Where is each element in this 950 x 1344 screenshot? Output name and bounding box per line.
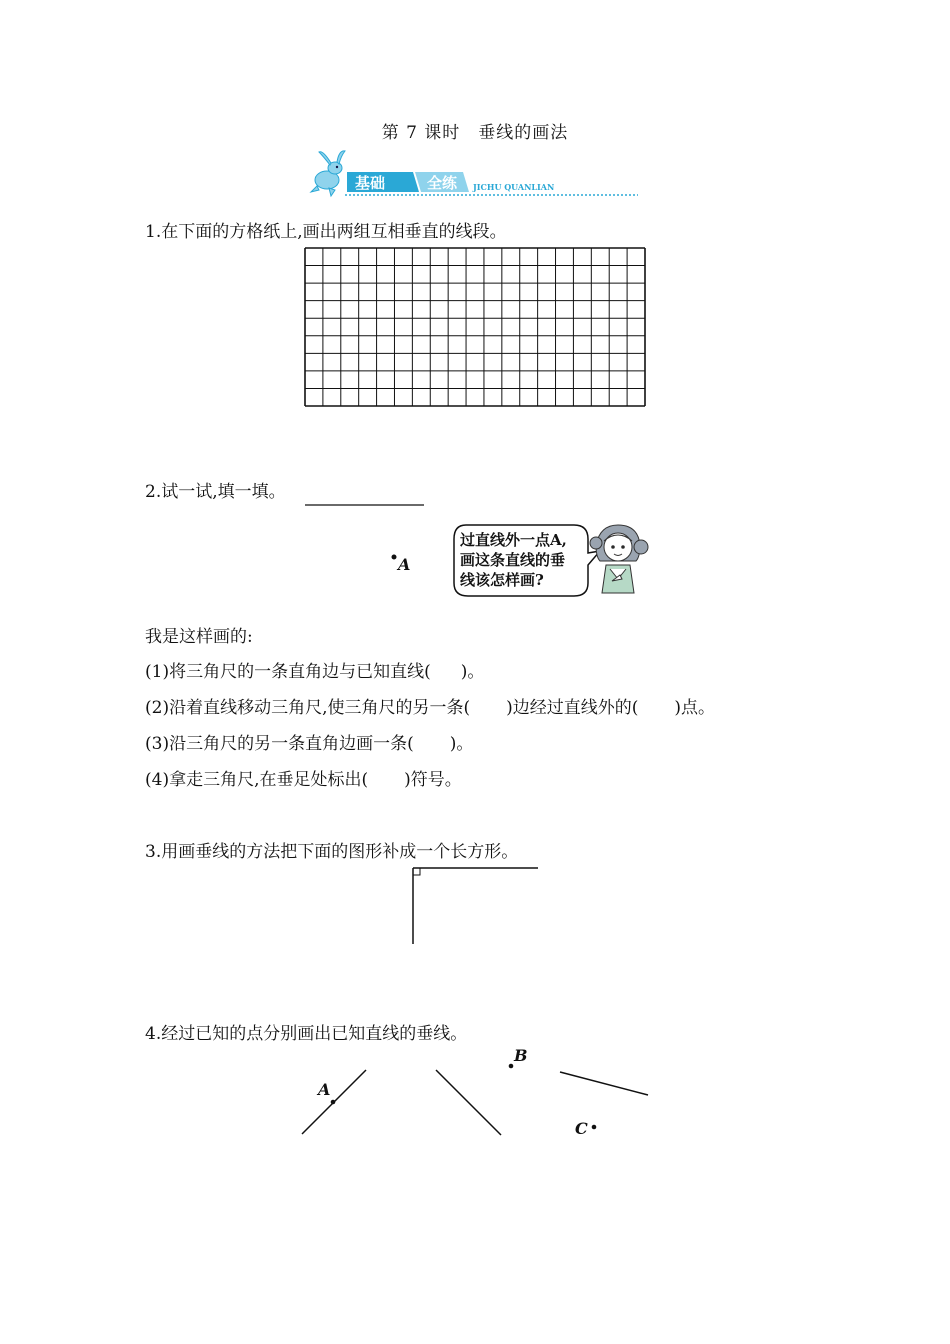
step-2-text-b: )边经过直线外的( [506, 698, 639, 718]
q2-figure [300, 495, 660, 605]
step-2-text-c: )点。 [674, 698, 716, 718]
step-3-text-b: )。 [449, 734, 474, 754]
banner-text-right: 全练 [427, 174, 458, 192]
point-b-dot [509, 1064, 514, 1069]
step-4 [145, 765, 462, 790]
section-banner [305, 150, 640, 200]
point-a-label-q4: A [318, 1080, 331, 1099]
bubble-line-2: 画这条直线的垂 [460, 551, 566, 569]
step-3-text-a: (3)沿三角尺的另一条直角边画一条( [145, 734, 414, 754]
question-1: 1.在下面的方格纸上,画出两组互相垂直的线段。 [145, 222, 507, 242]
question-3: 3.用画垂线的方法把下面的图形补成一个长方形。 [145, 842, 519, 862]
point-a-dot [392, 555, 397, 560]
lesson-title: 第 7 课时 垂线的画法 [381, 123, 569, 143]
point-a-label: A [398, 555, 411, 574]
question-4: 4.经过已知的点分别画出已知直线的垂线。 [145, 1024, 468, 1044]
right-angle-figure [405, 862, 545, 952]
step-1-text-b: )。 [460, 662, 485, 682]
banner-pinyin: JICHU QUANLIAN [473, 182, 555, 192]
bubble-line-1: 过直线外一点A, [460, 531, 567, 549]
point-b-label: B [514, 1046, 528, 1065]
step-4-text-b: )符号。 [404, 770, 462, 790]
point-c-label: C [575, 1119, 588, 1138]
step-2 [145, 693, 715, 718]
grid-lines [304, 247, 646, 407]
banner-graphic [305, 150, 640, 200]
q4-figure [290, 1040, 660, 1150]
step-2-text-a: (2)沿着直线移动三角尺,使三角尺的另一条( [145, 698, 471, 718]
step-1 [145, 657, 484, 682]
question-2: 2.试一试,填一填。 [145, 482, 286, 502]
line-near-b [436, 1070, 501, 1135]
point-a-dot-q4 [331, 1100, 336, 1105]
girl-illustration-icon [590, 525, 648, 593]
banner-text-left: 基础 [355, 174, 386, 192]
line-near-c [560, 1072, 648, 1095]
bunny-mascot-icon [311, 151, 345, 196]
bubble-line-3: 线该怎样画? [460, 571, 544, 589]
step-3 [145, 729, 473, 754]
point-c-dot [592, 1125, 597, 1130]
right-angle-mark [413, 868, 420, 875]
square-grid[interactable] [304, 247, 646, 411]
steps-intro: 我是这样画的: [145, 627, 253, 647]
step-4-text-a: (4)拿走三角尺,在垂足处标出( [145, 770, 369, 790]
step-1-text-a: (1)将三角尺的一条直角边与已知直线( [145, 662, 431, 682]
